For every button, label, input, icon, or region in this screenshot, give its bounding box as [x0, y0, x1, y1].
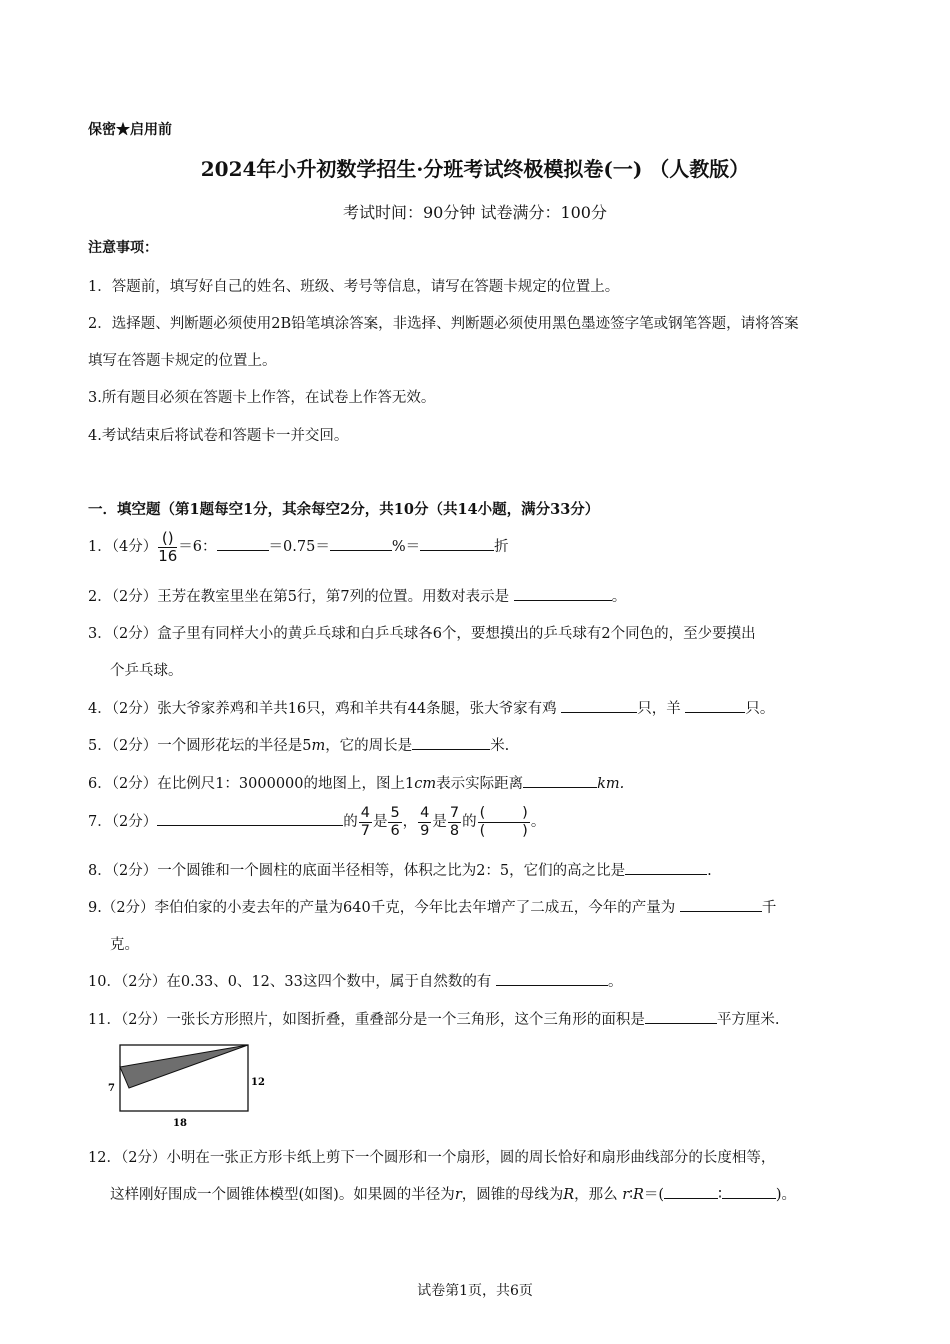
question-5 — [88, 734, 509, 755]
q7-t5: 的 — [462, 814, 477, 830]
q1-blank-3[interactable] — [420, 535, 494, 551]
q2-end: 。 — [611, 589, 627, 605]
q12-text-b: ，圆锥的母线为 — [461, 1187, 564, 1203]
page-footer: 试卷第1页，共6页 — [417, 1283, 533, 1299]
folded-photo-figure — [100, 1040, 270, 1132]
q7-end: 。 — [530, 814, 546, 830]
q7-frac-2 — [388, 806, 401, 838]
question-11 — [88, 1008, 780, 1029]
q7-t1: 的 — [343, 814, 358, 830]
q4-blank-1[interactable] — [561, 697, 637, 713]
question-7 — [88, 801, 545, 843]
question-1 — [88, 527, 509, 567]
section-heading: 一．填空题（第1题每空1分，其余每空2分，共10分（共14小题，满分33分） — [88, 501, 600, 518]
q7-frac-1-den: 7 — [360, 822, 370, 839]
q5-text: 5．（2分）一个圆形花坛的半径是5 — [88, 738, 312, 754]
q1-blank-1[interactable] — [217, 535, 269, 551]
q1-text-3: %＝ — [391, 539, 421, 555]
question-4 — [88, 697, 774, 718]
note-2-cont: 填写在答题卡规定的位置上。 — [88, 353, 277, 369]
q12-text-d: ＝( — [643, 1187, 665, 1203]
q7-frac-2-num: 5 — [390, 805, 400, 821]
question-8 — [88, 859, 712, 880]
q2-blank[interactable] — [514, 585, 612, 601]
q12-text-c: ，那么 — [574, 1187, 623, 1203]
note-4: 4.考试结束后将试卷和答题卡一并交回。 — [88, 428, 349, 444]
q7-answer-fraction[interactable] — [478, 806, 530, 838]
q7-answer-den: ( ) — [479, 822, 528, 839]
q1-frac-num: () — [158, 531, 177, 548]
q1-blank-2[interactable] — [330, 535, 392, 551]
q12-text-a: 这样刚好围成一个圆锥体模型(如图)。如果圆的半径为 — [110, 1187, 455, 1203]
question-10 — [88, 970, 622, 991]
q11-blank[interactable] — [645, 1008, 717, 1024]
q11-end: 平方厘米. — [716, 1012, 780, 1028]
q10-text: 10．（2分）在0.33、0、12、33这四个数中，属于自然数的有 — [88, 974, 496, 990]
question-3-cont: 个乒乓球。 — [110, 663, 183, 679]
q7-frac-1 — [359, 806, 372, 838]
q12-colon: ∶ — [629, 1187, 633, 1203]
note-2: 2．选择题、判断题必须使用2B铅笔填涂答案，非选择、判断题必须使用黑色墨迹签字笔或钢笔答题，请将答案 — [88, 316, 799, 332]
note-1: 1．答题前，填写好自己的姓名、班级、考号等信息，请写在答题卡规定的位置上。 — [88, 279, 620, 295]
q4-text: 4．（2分）张大爷家养鸡和羊共16只，鸡和羊共有44条腿，张大爷家有鸡 — [88, 701, 562, 717]
q9-text: 9.（2分）李伯伯家的小麦去年的产量为640千克，今年比去年增产了二成五，今年的产量为 — [88, 900, 680, 916]
q1-frac-den: 16 — [158, 546, 178, 565]
q7-frac-4-num: 7 — [449, 805, 460, 821]
q5-end: 米. — [490, 738, 510, 754]
question-6 — [88, 772, 624, 793]
q7-frac-3-num: 4 — [420, 805, 430, 821]
q9-tail: 千 — [761, 900, 777, 916]
q1-text-2: ＝0.75＝ — [268, 539, 330, 555]
q12-blank-2[interactable] — [722, 1183, 776, 1199]
q5-mid: ，它的周长是 — [325, 738, 413, 754]
q10-blank[interactable] — [496, 970, 608, 986]
q4-end: 只。 — [745, 701, 775, 717]
figure-label-right: 12 — [251, 1077, 265, 1088]
q6-unit: cm — [414, 776, 437, 792]
q2-text: 2．（2分）王芳在教室里坐在第5行，第7列的位置。用数对表示是 — [88, 589, 514, 605]
question-9 — [88, 896, 776, 917]
exam-title: 2024年小升初数学招生·分班考试终极模拟卷(一) （人教版） — [200, 157, 750, 181]
q7-t2: 是 — [372, 814, 388, 830]
q5-blank[interactable] — [412, 734, 490, 750]
q6-mid: 表示实际距离 — [436, 776, 524, 792]
q12-blank-1[interactable] — [664, 1183, 718, 1199]
q7-frac-4-den: 8 — [449, 822, 460, 839]
question-2 — [88, 585, 626, 606]
q7-frac-3 — [418, 806, 431, 838]
question-9-cont: 克。 — [110, 937, 139, 953]
q12-R: R — [563, 1187, 575, 1203]
q5-unit: m — [311, 738, 326, 754]
q7-t3: ， — [402, 814, 418, 830]
q6-end: km. — [597, 776, 625, 792]
exam-subtitle: 考试时间：90分钟 试卷满分：100分 — [343, 203, 607, 222]
q7-prefix: 7．（2分） — [88, 814, 158, 830]
q12-text-e: )。 — [775, 1187, 797, 1203]
confidential-label: 保密★启用前 — [88, 122, 172, 138]
q1-fraction — [158, 528, 178, 565]
note-3: 3.所有题目必须在答题卡上作答，在试卷上作答无效。 — [88, 390, 436, 406]
q7-blank[interactable] — [157, 810, 343, 826]
q12-R2: R — [633, 1187, 644, 1203]
q8-end: . — [707, 863, 712, 879]
q12-r: r — [454, 1187, 462, 1203]
question-12-cont — [110, 1183, 796, 1204]
q4-blank-2[interactable] — [685, 697, 745, 713]
overlap-triangle — [120, 1045, 248, 1088]
q6-text: 6．（2分）在比例尺1：3000000的地图上，图上1 — [88, 776, 415, 792]
q10-end: 。 — [607, 974, 623, 990]
q12-sep: ∶ — [718, 1187, 722, 1203]
q1-prefix: 1．（4分） — [88, 539, 158, 555]
q12-r2: r — [622, 1187, 630, 1203]
q7-frac-3-den: 9 — [420, 822, 430, 839]
q7-t4: 是 — [432, 814, 447, 830]
q6-blank[interactable] — [523, 772, 597, 788]
q7-frac-4 — [448, 806, 461, 838]
q7-frac-2-den: 6 — [390, 822, 400, 839]
q1-text-1: ＝6： — [178, 539, 217, 555]
q9-blank[interactable] — [680, 896, 762, 912]
figure-label-left: 7 — [108, 1083, 115, 1094]
q4-mid: 只，羊 — [637, 701, 686, 717]
question-3: 3．（2分）盒子里有同样大小的黄乒乓球和白乒乓球各6个，要想摸出的乒乓球有2个同色的，至少要摸出 — [88, 626, 756, 642]
q8-blank[interactable] — [625, 859, 707, 875]
figure-label-bottom: 18 — [173, 1118, 187, 1129]
notes-heading: 注意事项： — [88, 240, 158, 256]
q7-frac-1-num: 4 — [360, 805, 370, 821]
q8-text: 8．（2分）一个圆锥和一个圆柱的底面半径相等，体积之比为2：5，它们的高之比是 — [88, 863, 626, 879]
q7-answer-num: ( ) — [479, 805, 528, 821]
question-12: 12．（2分）小明在一张正方形卡纸上剪下一个圆形和一个扇形，圆的周长恰好和扇形曲线部分的长度相等， — [88, 1150, 776, 1166]
q1-text-4: 折 — [494, 539, 509, 555]
q11-text: 11．（2分）一张长方形照片，如图折叠，重叠部分是一个三角形，这个三角形的面积是 — [88, 1012, 645, 1028]
